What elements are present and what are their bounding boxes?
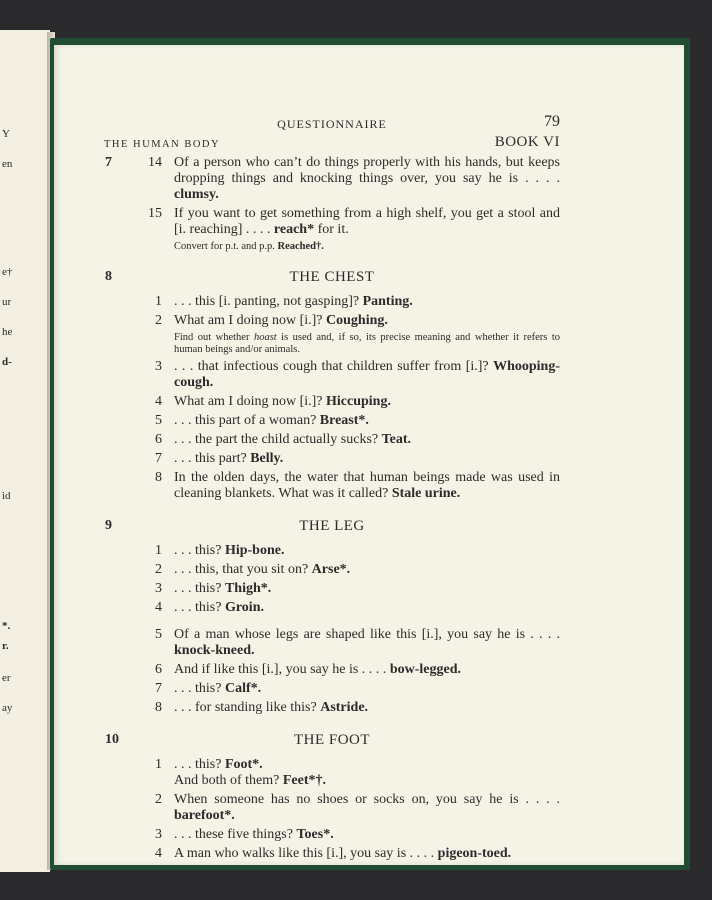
question-number: 8 bbox=[155, 700, 162, 715]
question-text: What am I doing now [i.]? bbox=[174, 394, 327, 409]
question-number: 1 bbox=[155, 757, 162, 772]
question-answer: Hip-bone. bbox=[224, 543, 285, 558]
question-number: 1 bbox=[155, 294, 162, 309]
question-text: And if like this [i.], you say he is . . . . bbox=[174, 662, 390, 677]
part-title: THE HUMAN BODY bbox=[104, 139, 221, 150]
question-answer: Feet*†. bbox=[282, 773, 327, 788]
question-number: 14 bbox=[148, 155, 162, 170]
facing-page-fragment: d- bbox=[2, 356, 12, 368]
question-item bbox=[104, 451, 560, 467]
question-answer: reach* bbox=[273, 222, 315, 237]
question-answer: Stale urine. bbox=[391, 486, 461, 501]
question-number: 3 bbox=[155, 827, 162, 842]
question-number: 4 bbox=[155, 394, 162, 409]
question-number: 7 bbox=[155, 451, 162, 466]
question-text: . . . this? bbox=[174, 581, 225, 596]
question-text: . . . this? bbox=[174, 757, 225, 772]
facing-page-fragment: Y bbox=[2, 128, 10, 140]
section-number: 8 bbox=[105, 269, 112, 284]
question-text: A man who walks like this [i.], you say is . . . . bbox=[174, 846, 438, 861]
facing-page-fragment: id bbox=[2, 490, 11, 502]
book-label: BOOK VI bbox=[494, 134, 560, 150]
question-item bbox=[104, 432, 560, 448]
question-text: . . . this? bbox=[174, 543, 225, 558]
question-number: 7 bbox=[155, 681, 162, 696]
question-text: . . . the part the child actually sucks? bbox=[174, 432, 382, 447]
question-number: 2 bbox=[155, 313, 162, 328]
question-text: When someone has no shoes or socks on, you say he is . . . . bbox=[174, 792, 560, 807]
question-answer: Astride. bbox=[320, 700, 369, 715]
question-answer: Foot*. bbox=[224, 757, 263, 772]
section-10 bbox=[104, 732, 560, 862]
question-text: If you want to get something from a high shelf, you get a stool and [i. reaching] . . . . bbox=[174, 206, 560, 237]
facing-page bbox=[0, 30, 50, 872]
question-text: . . . this part? bbox=[174, 451, 251, 466]
question-text: . . . this [i. panting, not gasping]? bbox=[174, 294, 363, 309]
facing-page-fragment: he bbox=[2, 326, 13, 338]
note-text: Find out whether bbox=[174, 332, 254, 343]
question-number: 6 bbox=[155, 432, 162, 447]
question-number: 2 bbox=[155, 792, 162, 807]
question-number: 4 bbox=[155, 600, 162, 615]
question-text: . . . this? bbox=[174, 600, 225, 615]
question-text: And both of them? bbox=[174, 773, 283, 788]
question-text: . . . these five things? bbox=[174, 827, 297, 842]
question-answer: barefoot*. bbox=[174, 808, 235, 823]
question-answer: Belly. bbox=[250, 451, 284, 466]
question-number: 3 bbox=[155, 581, 162, 596]
question-answer: Breast*. bbox=[319, 413, 369, 428]
question-item bbox=[104, 600, 560, 616]
question-item bbox=[104, 543, 560, 559]
section-title: THE LEG bbox=[299, 518, 365, 534]
facing-page-fragment: ay bbox=[2, 702, 13, 714]
question-number: 3 bbox=[155, 359, 162, 374]
note-text: is used and, if so, its precise meaning and whether it refers to human beings and/or animals. bbox=[174, 332, 561, 355]
facing-page-fragment: en bbox=[2, 158, 13, 170]
section-number: 10 bbox=[105, 732, 119, 747]
question-text: . . . this part of a woman? bbox=[174, 413, 320, 428]
question-answer: Arse*. bbox=[311, 562, 351, 577]
question-text: . . . this? bbox=[174, 681, 225, 696]
question-number: 15 bbox=[148, 206, 162, 221]
question-answer: Calf*. bbox=[224, 681, 262, 696]
section-9 bbox=[104, 518, 560, 716]
question-answer: Coughing. bbox=[326, 313, 388, 328]
question-item bbox=[104, 757, 560, 789]
question-answer: knock-kneed. bbox=[174, 643, 255, 658]
question-number: 5 bbox=[155, 413, 162, 428]
running-title: QUESTIONNAIRE bbox=[277, 117, 387, 131]
question-note bbox=[174, 241, 560, 253]
question-text: In the olden days, the water that human beings made was used in cleaning blankets. What was it called? bbox=[174, 470, 560, 501]
question-item bbox=[104, 394, 560, 410]
question-text: What am I doing now [i.]? bbox=[174, 313, 327, 328]
question-number: 4 bbox=[155, 846, 162, 861]
question-answer: bow-legged. bbox=[389, 662, 461, 677]
question-answer: clumsy. bbox=[174, 187, 219, 202]
question-answer: Whooping-cough. bbox=[174, 359, 560, 390]
question-item bbox=[104, 581, 560, 597]
facing-page-fragment: *. bbox=[2, 620, 11, 632]
question-answer: Panting. bbox=[362, 294, 413, 309]
note-text: Convert for p.t. and p.p. bbox=[174, 241, 278, 252]
question-number: 1 bbox=[155, 543, 162, 558]
facing-page-fragment: e† bbox=[2, 266, 13, 278]
question-number: 6 bbox=[155, 662, 162, 677]
page-number: 79 bbox=[544, 113, 560, 130]
section-number: 7 bbox=[105, 155, 112, 170]
question-answer: Toes*. bbox=[296, 827, 334, 842]
question-answer: Thigh*. bbox=[224, 581, 272, 596]
facing-page-fragment: er bbox=[2, 672, 11, 684]
question-number: 8 bbox=[155, 470, 162, 485]
question-number: 5 bbox=[155, 627, 162, 642]
page-content bbox=[104, 113, 560, 865]
question-item bbox=[104, 792, 560, 824]
question-text-after: for it. bbox=[314, 222, 349, 237]
question-answer: pigeon-toed. bbox=[437, 846, 512, 861]
question-answer: Teat. bbox=[381, 432, 412, 447]
facing-page-fragment: ur bbox=[2, 296, 12, 308]
question-text: Of a man whose legs are shaped like this [i.], you say he is . . . . bbox=[174, 627, 560, 642]
section-title: THE FOOT bbox=[293, 732, 371, 748]
question-item bbox=[104, 206, 560, 253]
note-term: hoast bbox=[253, 332, 277, 343]
question-answer: Groin. bbox=[224, 600, 264, 615]
question-item bbox=[104, 846, 560, 862]
question-item bbox=[104, 827, 560, 843]
question-text: . . . for standing like this? bbox=[174, 700, 321, 715]
question-text: Of a person who can’t do things properly with his hands, but keeps dropping things and knocking things over, you say he is . . . . bbox=[174, 155, 560, 186]
facing-page-fragment: r. bbox=[2, 640, 9, 652]
question-text: . . . this, that you sit on? bbox=[174, 562, 312, 577]
question-item bbox=[104, 562, 560, 578]
question-text: . . . that infectious cough that children suffer from [i.]? bbox=[174, 359, 494, 374]
question-item bbox=[104, 413, 560, 429]
question-answer: Hiccuping. bbox=[326, 394, 391, 409]
note-answer: Reached†. bbox=[277, 241, 324, 252]
question-number: 2 bbox=[155, 562, 162, 577]
section-number: 9 bbox=[105, 518, 112, 533]
section-title: THE CHEST bbox=[289, 269, 375, 285]
question-subline bbox=[174, 773, 560, 789]
